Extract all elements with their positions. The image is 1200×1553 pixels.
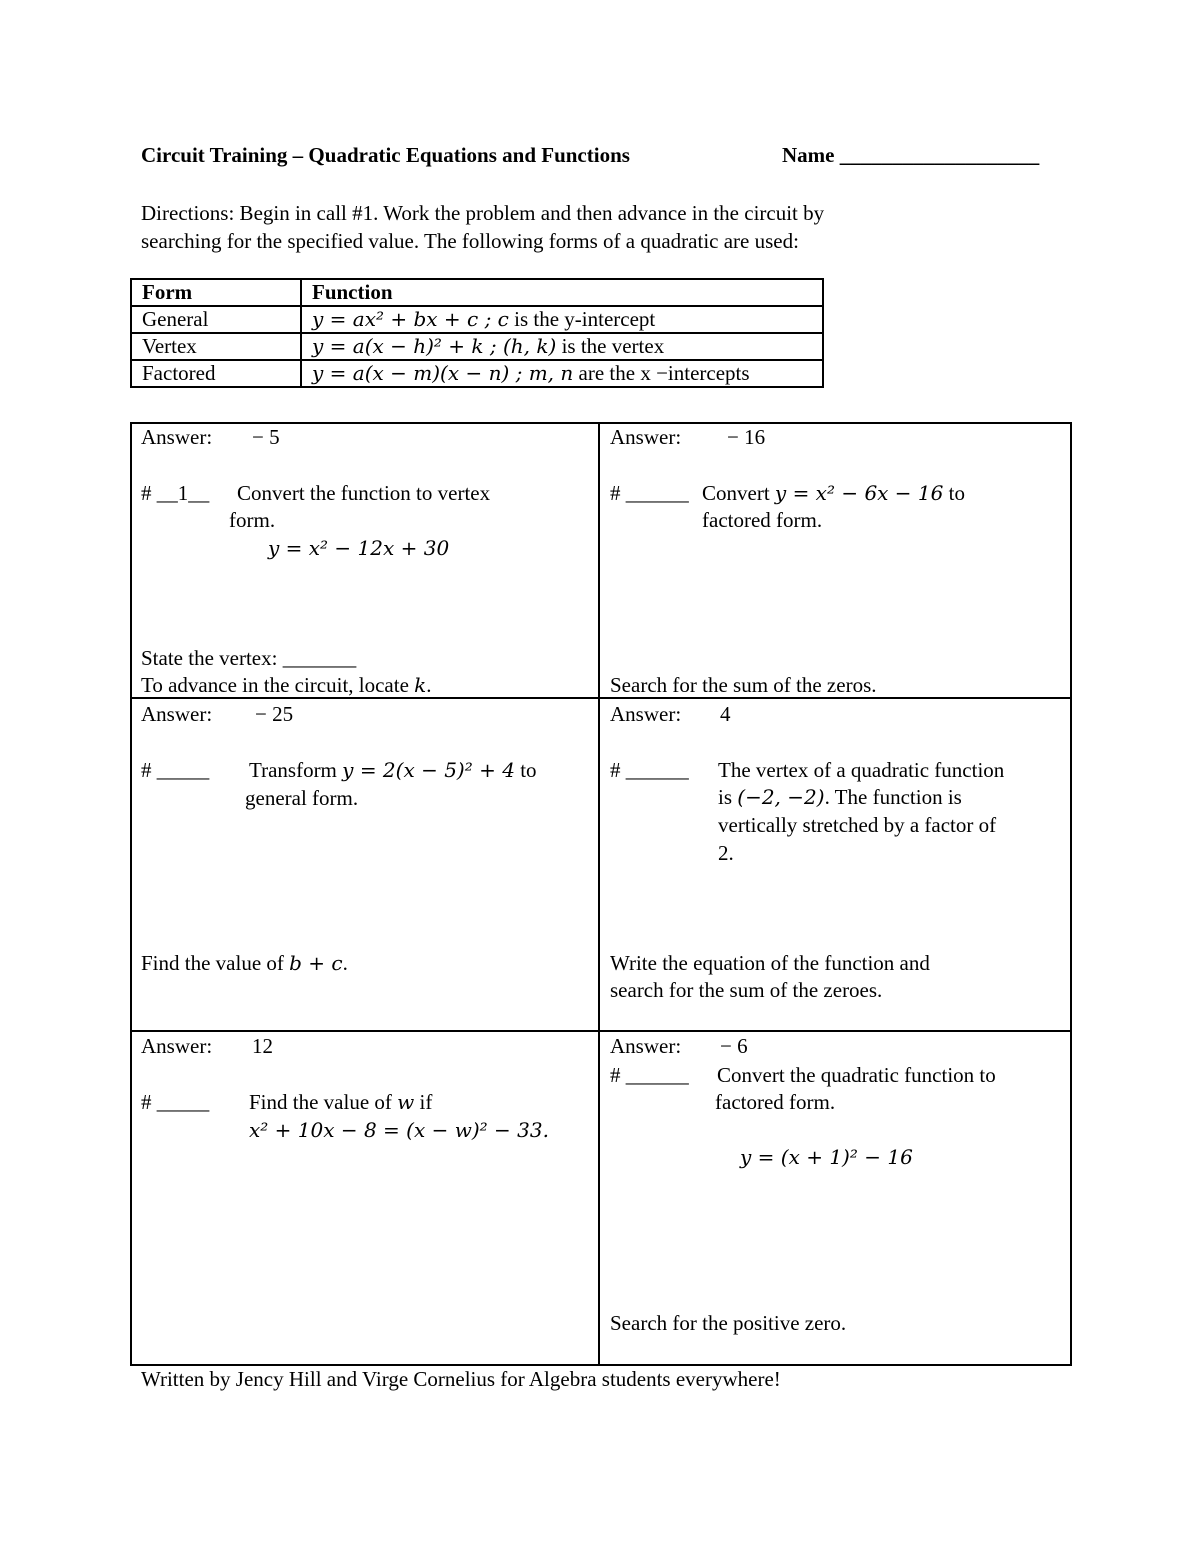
prompt-math: y = x² − 6x − 16 bbox=[774, 481, 944, 505]
grid-divider-vertical bbox=[598, 422, 600, 1364]
instruction-end: . bbox=[342, 951, 348, 975]
cell-number: # __1__ bbox=[141, 481, 210, 505]
forms-header-form: Form bbox=[131, 279, 301, 306]
page-title: Circuit Training – Quadratic Equations and Functions bbox=[141, 143, 630, 167]
footer-credit: Written by Jency Hill and Virge Cornelius for Algebra students everywhere! bbox=[141, 1367, 781, 1391]
cell-prompt-4: 2. bbox=[718, 841, 734, 865]
prompt-text: is bbox=[718, 785, 738, 809]
prompt-math: (−2, −2) bbox=[737, 785, 825, 809]
forms-table bbox=[130, 278, 824, 388]
answer-label: Answer: bbox=[610, 425, 682, 449]
answer-value: − 25 bbox=[255, 702, 294, 726]
prompt-end: to bbox=[514, 758, 537, 782]
answer-value: − 6 bbox=[720, 1034, 748, 1058]
forms-header-function: Function bbox=[301, 279, 823, 306]
grid-divider-horizontal-2 bbox=[130, 1030, 1070, 1032]
form-name: Vertex bbox=[131, 333, 301, 360]
instruction-text: To advance in the circuit, locate bbox=[141, 673, 415, 697]
form-function bbox=[301, 306, 823, 333]
prompt-math: w bbox=[397, 1090, 415, 1114]
answer-value: 4 bbox=[720, 702, 731, 726]
answer-label: Answer: bbox=[141, 1034, 213, 1058]
instruction-math: b + c bbox=[289, 951, 343, 975]
cell-prompt-2: factored form. bbox=[702, 508, 823, 532]
form-function bbox=[301, 333, 823, 360]
answer-label: Answer: bbox=[610, 702, 682, 726]
form-function bbox=[301, 360, 823, 387]
cell-number: # _____ bbox=[141, 758, 210, 782]
cell-instruction-2: search for the sum of the zeroes. bbox=[610, 978, 883, 1002]
cell-prompt bbox=[249, 1090, 432, 1115]
form-description: is the y-intercept bbox=[508, 307, 656, 331]
forms-table-row bbox=[131, 333, 823, 360]
cell-state-vertex: State the vertex: _______ bbox=[141, 646, 357, 670]
cell-instruction: Write the equation of the function and bbox=[610, 951, 930, 975]
cell-prompt: Convert the function to vertex bbox=[237, 481, 491, 505]
answer-label: Answer: bbox=[610, 1034, 682, 1058]
cell-prompt-2: form. bbox=[229, 508, 276, 532]
prompt-end: to bbox=[943, 481, 965, 505]
forms-table-header bbox=[131, 279, 823, 306]
form-equation: y = a(x − h)² + k ; (h, k) bbox=[312, 334, 557, 358]
cell-number: # ______ bbox=[610, 481, 689, 505]
name-field-label: Name ___________________ bbox=[782, 143, 1040, 167]
form-description: is the vertex bbox=[556, 334, 665, 358]
directions bbox=[141, 199, 1041, 255]
prompt-end: . The function is bbox=[824, 785, 962, 809]
cell-number: # ______ bbox=[610, 758, 689, 782]
prompt-text: Transform bbox=[249, 758, 343, 782]
cell-instruction bbox=[141, 951, 348, 976]
cell-prompt-3: vertically stretched by a factor of bbox=[718, 813, 997, 837]
form-name: Factored bbox=[131, 360, 301, 387]
prompt-text: Convert bbox=[702, 481, 775, 505]
cell-instruction: Search for the positive zero. bbox=[610, 1311, 847, 1335]
prompt-math: y = 2(x − 5)² + 4 bbox=[342, 758, 515, 782]
directions-line-2: searching for the specified value. The following forms of a quadratic are used: bbox=[141, 229, 799, 253]
circuit-grid bbox=[130, 422, 1072, 1366]
cell-equation: x² + 10x − 8 = (x − w)² − 33. bbox=[249, 1118, 549, 1142]
form-name: General bbox=[131, 306, 301, 333]
cell-instruction: Search for the sum of the zeros. bbox=[610, 673, 877, 697]
cell-prompt: Convert the quadratic function to bbox=[717, 1063, 996, 1087]
cell-equation: y = x² − 12x + 30 bbox=[268, 536, 450, 560]
cell-prompt: The vertex of a quadratic function bbox=[718, 758, 1005, 782]
cell-equation: y = (x + 1)² − 16 bbox=[740, 1145, 913, 1169]
cell-number: # _____ bbox=[141, 1090, 210, 1114]
prompt-end: if bbox=[414, 1090, 433, 1114]
instruction-end: . bbox=[426, 673, 432, 697]
answer-label: Answer: bbox=[141, 702, 213, 726]
cell-prompt-2: general form. bbox=[245, 786, 359, 810]
cell-prompt-2: factored form. bbox=[715, 1090, 836, 1114]
answer-value: − 16 bbox=[727, 425, 766, 449]
forms-table-row bbox=[131, 360, 823, 387]
directions-line-1: Directions: Begin in call #1. Work the problem and then advance in the circuit by bbox=[141, 201, 825, 225]
cell-number: # ______ bbox=[610, 1063, 689, 1087]
instruction-math: k bbox=[414, 673, 427, 697]
cell-instruction bbox=[141, 673, 432, 698]
cell-prompt bbox=[702, 481, 965, 506]
form-description: are the x −intercepts bbox=[573, 361, 750, 385]
prompt-text: Find the value of bbox=[249, 1090, 398, 1114]
cell-prompt bbox=[249, 758, 537, 783]
cell-prompt-2 bbox=[718, 785, 962, 810]
answer-value: − 5 bbox=[252, 425, 280, 449]
forms-table-row bbox=[131, 306, 823, 333]
form-equation: y = a(x − m)(x − n) ; m, n bbox=[312, 361, 574, 385]
form-equation: y = ax² + bx + c ; c bbox=[312, 307, 509, 331]
answer-label: Answer: bbox=[141, 425, 213, 449]
answer-value: 12 bbox=[252, 1034, 273, 1058]
instruction-text: Find the value of bbox=[141, 951, 290, 975]
